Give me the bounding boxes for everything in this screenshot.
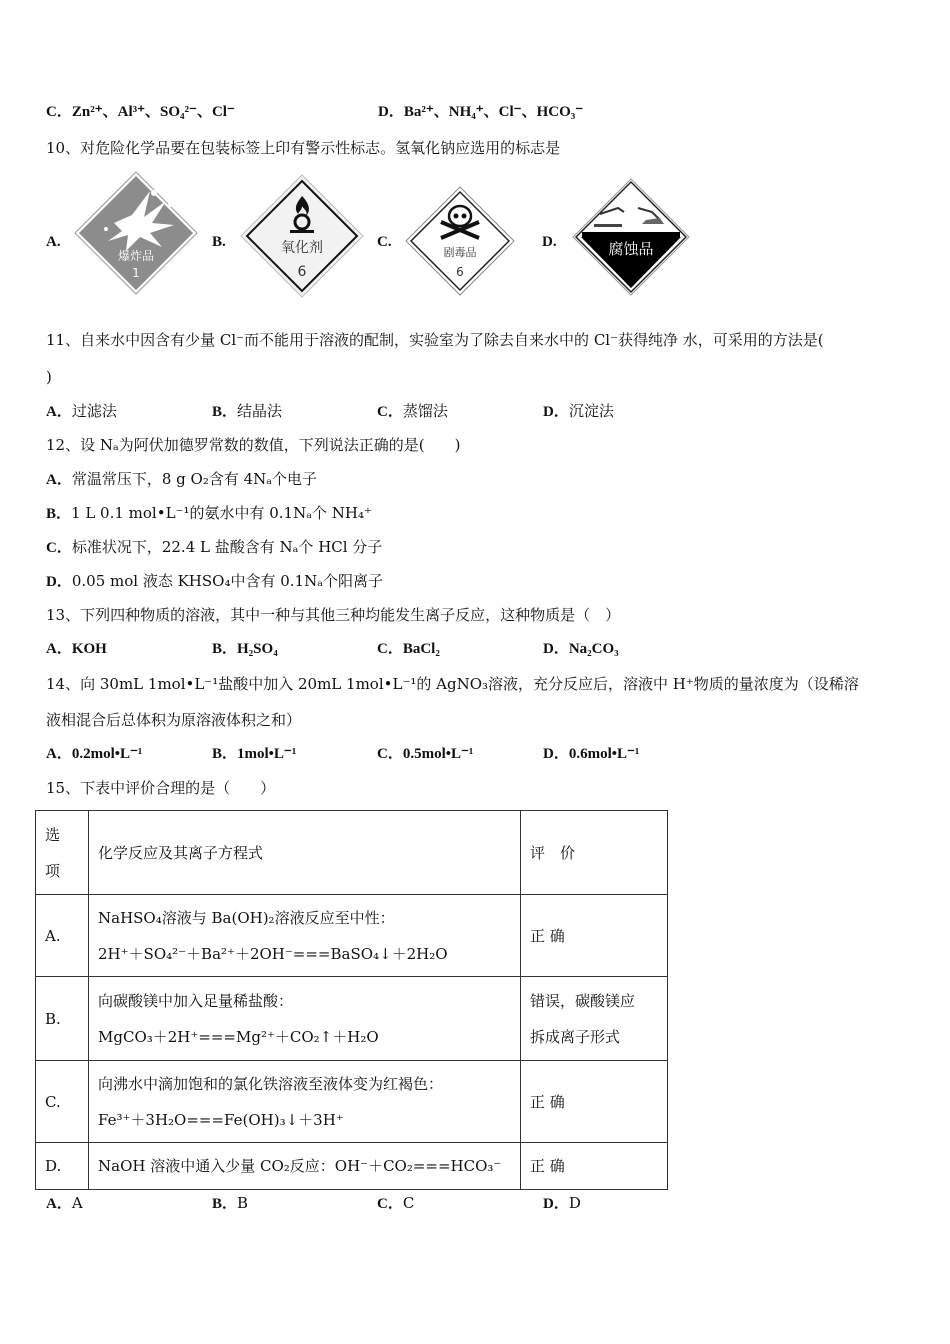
q13-option-a <box>46 639 107 659</box>
option-label: C． <box>46 540 72 556</box>
option-text: 标准状况下，22.4 L 盐酸含有 Nₐ个 HCl 分子 <box>71 538 383 556</box>
q10-option-d-label: D. <box>542 234 557 250</box>
equation-line2: Fe³⁺＋3H₂O===Fe(OH)₃↓＋3H⁺ <box>98 1110 344 1129</box>
equation-line1: 向碳酸镁中加入足量稀盐酸： <box>98 991 294 1010</box>
option-text: 结晶法 <box>237 402 283 420</box>
q15-option-c <box>377 1193 414 1214</box>
option-label: A． <box>46 1196 72 1212</box>
q11-stem-line1: 11、自来水中因含有少量 Cl⁻而不能用于溶液的配制，实验室为了除去自来水中的 Cl⁻获得纯净 水，可采用的方法是( <box>46 331 824 349</box>
option-text: A <box>71 1194 83 1212</box>
header-option-line2: 项 <box>45 861 61 880</box>
row-option: C. <box>36 1061 89 1143</box>
q11-option-a <box>46 401 117 422</box>
q15-stem: 15、下表中评价合理的是（ ） <box>46 779 276 797</box>
oxidizer-icon <box>240 174 364 298</box>
equation-line2: MgCO₃＋2H⁺===Mg²⁺＋CO₂↑＋H₂O <box>98 1027 379 1046</box>
option-label: C． <box>377 641 403 657</box>
row-evaluation: 正 确 <box>521 895 668 977</box>
option-label: D． <box>543 746 569 762</box>
option-text: Zn²⁺、Al³⁺、SO₄²⁻、Cl⁻ <box>71 104 235 120</box>
evaluation-line2: 拆成离子形式 <box>530 1027 621 1046</box>
svg-text:1: 1 <box>132 266 140 280</box>
q11-option-c <box>377 401 448 422</box>
option-text: 0.05 mol 液态 KHSO₄中含有 0.1Nₐ个阳离子 <box>71 572 384 590</box>
q9-option-c <box>46 102 235 122</box>
header-equation: 化学反应及其离子方程式 <box>89 811 521 895</box>
q11-stem-line2: ) <box>46 368 52 386</box>
option-label: C． <box>46 104 72 120</box>
option-text: 1 L 0.1 mol•L⁻¹的氨水中有 0.1Nₐ个 NH₄⁺ <box>71 504 372 522</box>
q14-option-b <box>212 744 296 764</box>
option-text: C <box>402 1194 415 1212</box>
option-text: 蒸馏法 <box>402 402 448 420</box>
option-text: 0.2mol•L⁻¹ <box>71 746 143 762</box>
row-option: B. <box>36 977 89 1061</box>
q13-option-b <box>212 639 278 659</box>
q12-option-c <box>46 537 382 558</box>
q12-option-d <box>46 571 383 592</box>
q15-option-b <box>212 1193 248 1214</box>
header-option <box>36 811 89 895</box>
option-label: B． <box>46 506 72 522</box>
table-row <box>36 977 668 1061</box>
q13-option-d <box>543 639 619 659</box>
option-text: 0.6mol•L⁻¹ <box>568 746 640 762</box>
option-text: Ba²⁺、NH₄⁺、Cl⁻、HCO₃⁻ <box>403 104 584 120</box>
table-row <box>36 1143 668 1190</box>
option-label: A． <box>46 641 72 657</box>
option-label: C． <box>377 1196 403 1212</box>
table-header-row <box>36 811 668 895</box>
skull-crossbones-icon <box>405 186 515 296</box>
option-text: H₂SO₄ <box>237 641 278 657</box>
header-option-line1: 选 <box>45 825 61 844</box>
option-text: D <box>568 1194 581 1212</box>
option-label: D． <box>543 641 569 657</box>
option-text: 1mol•L⁻¹ <box>237 746 297 762</box>
row-equation <box>89 977 521 1061</box>
header-evaluation: 评 价 <box>521 811 668 895</box>
q9-option-d <box>378 102 583 122</box>
q10-option-c-label: C. <box>377 234 392 250</box>
equation-line2: 2H⁺＋SO₄²⁻＋Ba²⁺＋2OH⁻===BaSO₄↓＋2H₂O <box>98 944 448 963</box>
q15-evaluation-table <box>35 810 668 1190</box>
equation-line1: NaHSO₄溶液与 Ba(OH)₂溶液反应至中性： <box>98 908 395 927</box>
q13-option-c <box>377 639 440 659</box>
corrosive-icon <box>572 178 690 296</box>
svg-text:氧化剂: 氧化剂 <box>281 240 323 256</box>
equation-line1: 向沸水中滴加饱和的氯化铁溶液至液体变为红褐色： <box>98 1074 444 1093</box>
q11-option-d <box>543 401 614 422</box>
option-text: Na₂CO₃ <box>568 641 619 657</box>
option-label: D． <box>46 574 72 590</box>
row-evaluation <box>521 977 668 1061</box>
option-label: A． <box>46 472 72 488</box>
option-label: D． <box>378 104 404 120</box>
explosive-icon <box>74 171 198 295</box>
row-equation <box>89 895 521 977</box>
option-text: KOH <box>71 641 107 657</box>
svg-text:6: 6 <box>456 265 464 279</box>
table-row <box>36 895 668 977</box>
q15-option-a <box>46 1193 83 1214</box>
q15-option-d <box>543 1193 581 1214</box>
option-label: C． <box>377 746 403 762</box>
row-evaluation: 正 确 <box>521 1143 668 1190</box>
svg-text:爆炸品: 爆炸品 <box>117 249 155 263</box>
option-label: D． <box>543 1196 569 1212</box>
row-option: A. <box>36 895 89 977</box>
q10-option-b-label: B. <box>212 234 226 250</box>
option-text: BaCl₂ <box>402 641 440 657</box>
option-label: B． <box>212 1196 238 1212</box>
svg-text:腐蚀品: 腐蚀品 <box>608 240 654 258</box>
q12-stem: 12、设 Nₐ为阿伏加德罗常数的数值，下列说法正确的是( ) <box>46 436 461 454</box>
option-label: B． <box>212 404 238 420</box>
q14-stem-line2: 液相混合后总体积为原溶液体积之和） <box>46 711 302 729</box>
option-text: 0.5mol•L⁻¹ <box>402 746 474 762</box>
option-label: D． <box>543 404 569 420</box>
q14-option-d <box>543 744 639 764</box>
q12-option-a <box>46 469 317 490</box>
option-label: B． <box>212 641 238 657</box>
option-text: 常温常压下，8 g O₂含有 4Nₐ个电子 <box>71 470 318 488</box>
q10-option-a-label: A. <box>46 234 61 250</box>
q12-option-b <box>46 503 372 524</box>
row-equation: NaOH 溶液中通入少量 CO₂反应：OH⁻＋CO₂===HCO₃⁻ <box>89 1143 521 1190</box>
svg-text:6: 6 <box>297 264 307 280</box>
option-label: C． <box>377 404 403 420</box>
option-label: B． <box>212 746 238 762</box>
svg-text:剧毒品: 剧毒品 <box>443 246 477 259</box>
q10-stem: 10、对危险化学品要在包装标签上印有警示性标志。氢氧化钠应选用的标志是 <box>46 139 561 157</box>
option-text: 沉淀法 <box>568 402 614 420</box>
row-option: D. <box>36 1143 89 1190</box>
option-label: A． <box>46 746 72 762</box>
q14-option-c <box>377 744 473 764</box>
option-text: 过滤法 <box>71 402 117 420</box>
q13-stem: 13、下列四种物质的溶液，其中一种与其他三种均能发生离子反应，这种物质是（ ） <box>46 606 621 624</box>
evaluation-line1: 错误，碳酸镁应 <box>530 991 636 1010</box>
row-evaluation: 正 确 <box>521 1061 668 1143</box>
option-text: B <box>237 1194 249 1212</box>
q14-stem-line1: 14、向 30mL 1mol•L⁻¹盐酸中加入 20mL 1mol•L⁻¹的 AgNO₃溶液，充分反应后，溶液中 H⁺物质的量浓度为（设稀溶 <box>46 675 859 693</box>
row-equation <box>89 1061 521 1143</box>
q14-option-a <box>46 744 142 764</box>
table-row <box>36 1061 668 1143</box>
option-label: A． <box>46 404 72 420</box>
q11-option-b <box>212 401 282 422</box>
